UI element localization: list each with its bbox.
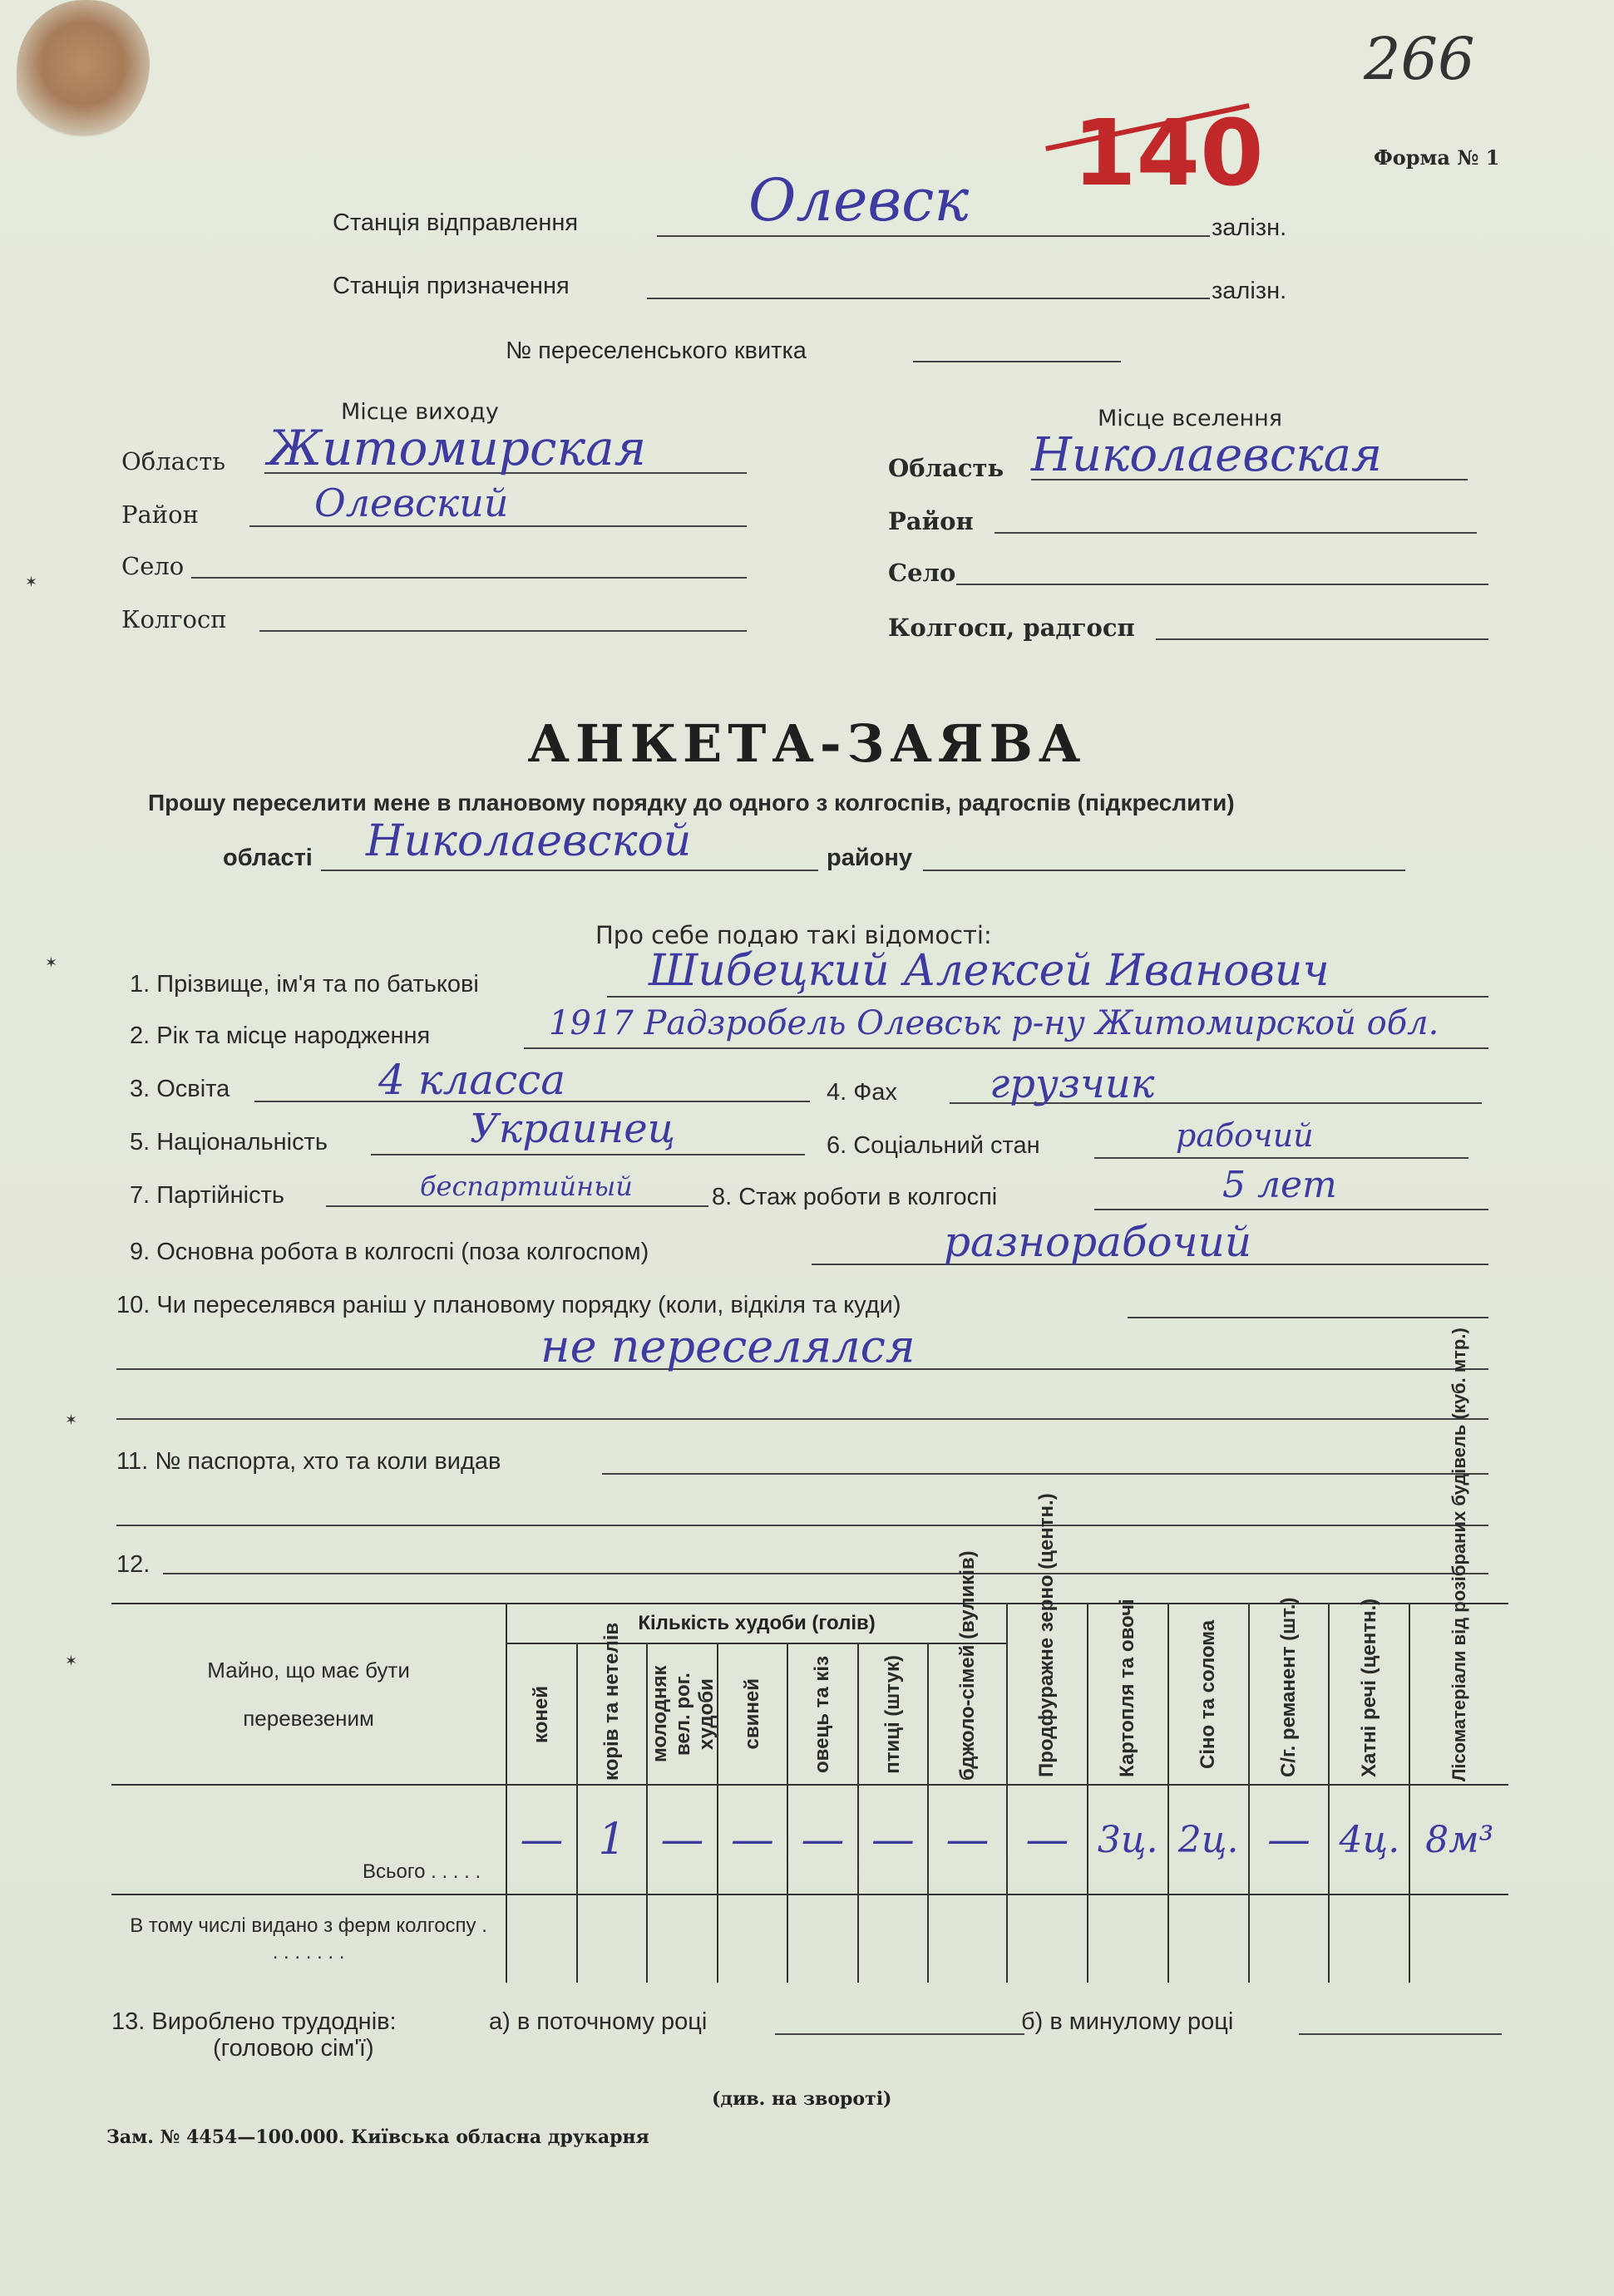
hole-mark-3: ✶ xyxy=(65,1412,78,1428)
destination-selo-line xyxy=(956,584,1488,585)
departure-line xyxy=(657,235,1210,237)
field-7-line xyxy=(326,1205,708,1207)
departure-value: Олевск xyxy=(748,166,970,234)
col-12-header: Хатні речі (центн.) xyxy=(1329,1604,1409,1785)
total-cell-7: — xyxy=(928,1785,1007,1894)
farm-cell-10 xyxy=(1168,1894,1249,1983)
origin-kolhosp-label: Колгосп xyxy=(121,605,227,633)
hole-mark-1: ✶ xyxy=(25,574,38,590)
workdays-label: 13. Вироблено трудоднів: xyxy=(111,2008,397,2035)
total-cell-5: — xyxy=(787,1785,858,1894)
destination-oblast-value: Николаевская xyxy=(1031,428,1383,482)
field-10-line-1 xyxy=(1128,1317,1488,1318)
printer-note: Зам. № 4454—100.000. Київська обласна друкарня xyxy=(106,2126,649,2148)
origin-header: Місце виходу xyxy=(341,399,499,425)
property-header: Майно, що має бути перевезеним xyxy=(207,1658,410,1731)
row-total-label-cell xyxy=(111,1785,506,1894)
origin-selo-line xyxy=(191,577,747,579)
total-cell-13: 8м³ xyxy=(1409,1785,1508,1894)
workdays-a-line xyxy=(775,2033,1024,2035)
field-6-value: рабочий xyxy=(1176,1117,1314,1154)
origin-raion-line xyxy=(249,525,747,527)
total-cell-3: — xyxy=(647,1785,718,1894)
origin-selo-label: Село xyxy=(121,552,185,580)
col-3-header: молодняк вел. рог. худоби xyxy=(647,1643,718,1785)
total-cell-11: — xyxy=(1249,1785,1330,1894)
field-10-label: 10. Чи переселявся раніш у плановому порядку (коли, відкіля та куди) xyxy=(116,1292,901,1318)
field-11-line-2 xyxy=(116,1525,1488,1526)
field-4-label: 4. Фах xyxy=(827,1079,897,1106)
row-farm-label: В тому числі видано з ферм колгоспу . . . . . . . . xyxy=(130,1914,487,1963)
workdays-b-line xyxy=(1299,2033,1502,2035)
destination-kolhosp-line xyxy=(1156,638,1488,640)
oblasti-line xyxy=(321,870,818,871)
info-header: Про себе подаю такі відомості: xyxy=(595,921,992,949)
col-2-header: корів та нетелів xyxy=(577,1643,648,1785)
col-8-header: Продфуражне зерно (центн.) xyxy=(1007,1604,1088,1785)
field-5-value: Украинец xyxy=(470,1106,676,1152)
form-label: Форма № 1 xyxy=(1374,145,1500,170)
workdays-b-label: б) в минулому році xyxy=(1021,2008,1234,2035)
ticket-line xyxy=(913,361,1121,362)
farm-cell-5 xyxy=(787,1894,858,1983)
field-7-value: беспартийный xyxy=(420,1170,633,1202)
raionu-label: району xyxy=(827,845,913,871)
total-cell-1: — xyxy=(506,1785,577,1894)
destination-raion-line xyxy=(995,532,1477,534)
field-1-line xyxy=(607,996,1488,998)
raionu-line xyxy=(923,870,1405,871)
document-title: АНКЕТА-ЗАЯВА xyxy=(527,713,1087,774)
field-9-label: 9. Основна робота в колгоспі (поза колгоспом) xyxy=(130,1239,649,1265)
origin-oblast-label: Область xyxy=(121,447,226,475)
total-cell-12: 4ц. xyxy=(1329,1785,1409,1894)
workdays-sub-label: (головою сім'ї) xyxy=(213,2035,374,2062)
field-10-value: не переселялся xyxy=(540,1320,916,1372)
table-row-total xyxy=(111,1785,1508,1894)
field-3-value: 4 класса xyxy=(378,1056,566,1104)
origin-raion-label: Район xyxy=(121,500,199,529)
row-farm-label-cell xyxy=(111,1894,506,1983)
field-8-label: 8. Стаж роботи в колгоспі xyxy=(712,1184,998,1210)
livestock-header-cell xyxy=(506,1604,1007,1643)
farm-cell-13 xyxy=(1409,1894,1508,1983)
field-11-label: 11. № паспорта, хто та коли видав xyxy=(116,1448,501,1475)
row-total-label: Всього . . . . . xyxy=(363,1860,481,1883)
request-text: Прошу переселити мене в плановому порядку до одного з колгоспів, радгоспів (підкреслити) xyxy=(148,790,1235,815)
field-6-line xyxy=(1094,1157,1468,1159)
livestock-header: Кількість худоби (голів) xyxy=(638,1612,876,1634)
field-12-line xyxy=(163,1573,1488,1574)
destination-raion-label: Район xyxy=(888,507,974,535)
railway-label-2: залізн. xyxy=(1212,278,1287,304)
field-5-label: 5. Національність xyxy=(130,1129,328,1155)
oblasti-value: Николаевской xyxy=(366,816,692,866)
farm-cell-8 xyxy=(1007,1894,1088,1983)
see-reverse-note: (див. на звороті) xyxy=(712,2088,892,2110)
field-12-label: 12. xyxy=(116,1551,151,1578)
field-10-line-3 xyxy=(116,1418,1488,1420)
field-9-value: разнорабочий xyxy=(944,1218,1252,1266)
field-11-line-1 xyxy=(602,1473,1488,1475)
property-header-cell xyxy=(111,1604,506,1785)
destination-station-label: Станція призначення xyxy=(333,273,570,299)
destination-header: Місце вселення xyxy=(1098,406,1282,431)
page-number: 266 xyxy=(1364,25,1475,93)
total-cell-9: 3ц. xyxy=(1088,1785,1168,1894)
ticket-label: № переселенського квитка xyxy=(506,338,807,364)
farm-cell-7 xyxy=(928,1894,1007,1983)
destination-station-line xyxy=(647,298,1210,299)
col-11-header: С/г. реманент (шт.) xyxy=(1249,1604,1330,1785)
destination-oblast-label: Область xyxy=(888,454,1004,482)
total-cell-6: — xyxy=(858,1785,929,1894)
total-cell-2: 1 xyxy=(577,1785,648,1894)
table-row-farm xyxy=(111,1894,1508,1983)
col-10-header: Сіно та солома xyxy=(1168,1604,1249,1785)
origin-kolhosp-line xyxy=(259,630,747,632)
destination-selo-label: Село xyxy=(888,559,956,587)
field-4-value: грузчик xyxy=(990,1061,1155,1107)
red-number: 140 xyxy=(1073,100,1264,206)
workdays-a-label: а) в поточному році xyxy=(489,2008,708,2035)
col-13-header: Лісоматеріали від розібраних будівель (куб. мтр.) xyxy=(1409,1604,1508,1785)
col-1-header: коней xyxy=(506,1643,577,1785)
col-9-header: Картопля та овочі xyxy=(1088,1604,1168,1785)
stain-mark xyxy=(17,0,150,141)
farm-cell-9 xyxy=(1088,1894,1168,1983)
field-2-line xyxy=(524,1047,1488,1049)
farm-cell-3 xyxy=(647,1894,718,1983)
oblasti-label: області xyxy=(223,845,313,871)
farm-cell-6 xyxy=(858,1894,929,1983)
col-4-header: свиней xyxy=(718,1643,788,1785)
destination-kolhosp-label: Колгосп, радгосп xyxy=(888,613,1135,642)
field-2-value: 1917 Радзробель Олевськ р-ну Житомирской обл. xyxy=(549,1004,1439,1042)
field-7-label: 7. Партійність xyxy=(130,1182,284,1209)
field-1-label: 1. Прізвище, ім'я та по батькові xyxy=(130,971,479,998)
col-6-header: птиці (штук) xyxy=(858,1643,929,1785)
farm-cell-2 xyxy=(577,1894,648,1983)
total-cell-4: — xyxy=(718,1785,788,1894)
hole-mark-2: ✶ xyxy=(45,954,58,971)
farm-cell-11 xyxy=(1249,1894,1330,1983)
farm-cell-12 xyxy=(1329,1894,1409,1983)
field-6-label: 6. Соціальний стан xyxy=(827,1132,1040,1159)
col-7-header: бджоло-сімей (вуликів) xyxy=(928,1643,1007,1785)
col-5-header: овець та кіз xyxy=(787,1643,858,1785)
total-cell-10: 2ц. xyxy=(1168,1785,1249,1894)
farm-cell-4 xyxy=(718,1894,788,1983)
field-8-value: 5 лет xyxy=(1222,1164,1337,1206)
origin-raion-value: Олевский xyxy=(314,480,509,525)
field-8-line xyxy=(1094,1209,1488,1210)
hole-mark-4: ✶ xyxy=(65,1653,78,1669)
field-1-value: Шибецкий Алексей Иванович xyxy=(649,946,1330,996)
field-2-label: 2. Рік та місце народження xyxy=(130,1022,431,1049)
origin-oblast-value: Житомирская xyxy=(268,420,647,476)
departure-label: Станція відправлення xyxy=(333,209,579,236)
railway-label-1: залізн. xyxy=(1212,214,1287,241)
farm-cell-1 xyxy=(506,1894,577,1983)
field-3-label: 3. Освіта xyxy=(130,1076,230,1102)
total-cell-8: — xyxy=(1007,1785,1088,1894)
field-5-line xyxy=(371,1154,805,1155)
